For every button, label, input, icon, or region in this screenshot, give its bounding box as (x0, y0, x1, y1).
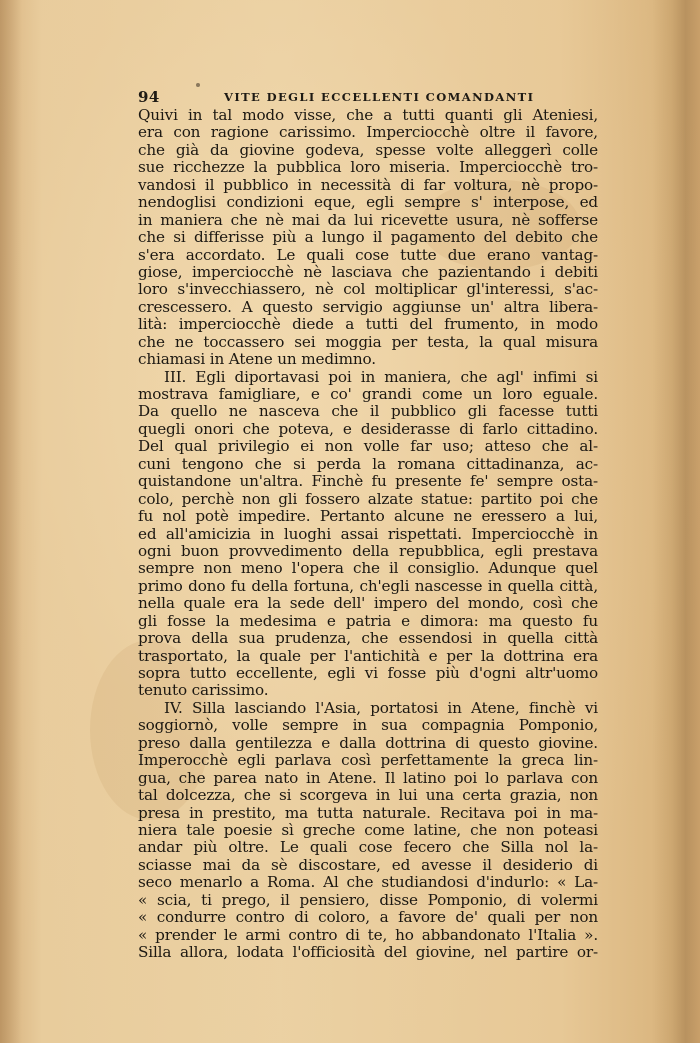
text-line: andar più oltre. Le quali cose fecero che Silla nol la- (138, 838, 598, 857)
text-line: soggiornò, volle sempre in sua compagnia Pomponio, (138, 716, 598, 735)
text-line: primo dono fu della fortuna, ch'egli nascesse in quella città, (138, 576, 598, 595)
text-line: cuni tengono che si perda la romana cittadinanza, ac- (138, 454, 598, 473)
text-line: gli fosse la medesima e patria e dimora: ma questo fu (138, 611, 598, 630)
text-line: che ne toccassero sei moggia per testa, la qual misura (138, 332, 598, 351)
text-line: crescessero. A questo servigio aggiunse un' altra libera- (138, 297, 598, 316)
text-line: ed all'amicizia in luoghi assai rispettati. Imperciocchè in (138, 524, 598, 543)
text-line: colo, perchè non gli fossero alzate statue: partito poi che (138, 489, 598, 508)
page-header (138, 88, 535, 108)
text-line: vandosi il pubblico in necessità di far voltura, nè propo- (138, 175, 598, 194)
text-line: quistandone un'altra. Finchè fu presente fe' sempre osta- (138, 472, 598, 491)
text-line: nendoglisi condizioni eque, egli sempre s' interpose, ed (138, 193, 598, 212)
text-line: nella quale era la sede dell' impero del mondo, così che (138, 594, 598, 613)
text-line: Imperocchè egli parlava così perfettamente la greca lin- (138, 751, 598, 770)
text-line: sempre non meno l'opera che il consiglio. Adunque quel (138, 559, 598, 578)
text-line: giose, imperciocchè nè lasciava che pazientando i debiti (138, 262, 598, 281)
text-line: « scia, ti prego, il pensiero, disse Pomponio, di volermi (138, 890, 598, 909)
text-line: che si differisse più a lungo il pagamento del debito che (138, 228, 598, 247)
text-line: Da quello ne nasceva che il pubblico gli facesse tutti (138, 402, 598, 421)
text-line-paragraph-start: III. Egli diportavasi poi in maniera, che agl' infimi si (164, 367, 598, 386)
text-line: sue ricchezze la pubblica loro miseria. Imperciocchè tro- (138, 158, 598, 177)
text-line: trasportato, la quale per l'antichità e per la dottrina era (138, 646, 598, 665)
text-line: che già da giovine godeva, spesse volte alleggerì colle (138, 140, 598, 159)
text-line: niera tale poesie sì greche come latine, che non poteasi (138, 820, 598, 839)
running-title: VITE DEGLI ECCELLENTI COMANDANTI (224, 90, 535, 104)
text-line: sopra tutto eccellente, egli vi fosse più d'ogni altr'uomo (138, 664, 598, 682)
body-text (138, 107, 598, 961)
text-line: « prender le armi contro di te, ho abbandonato l'Italia ». (138, 925, 598, 944)
text-line: gua, che parea nato in Atene. Il latino poi lo parlava con (138, 768, 598, 787)
text-line: presa in prestito, ma tutta naturale. Recitava poi in ma- (138, 803, 598, 822)
text-line: ogni buon provvedimento della repubblica, egli prestava (138, 541, 598, 560)
ink-dot (196, 83, 200, 87)
text-line: preso dalla gentilezza e dalla dottrina di questo giovine. (138, 733, 598, 752)
text-line: seco menarlo a Roma. Al che studiandosi d'indurlo: « La- (138, 873, 598, 892)
text-line: « condurre contro di coloro, a favore de' quali per non (138, 908, 598, 927)
text-line: chiamasi in Atene un medimno. (138, 350, 376, 369)
page-number: 94 (138, 88, 160, 106)
text-line-paragraph-start: IV. Silla lasciando l'Asia, portatosi in Atene, finchè vi (164, 698, 598, 717)
page-edge-shadow (0, 0, 22, 1043)
text-line: in maniera che nè mai da lui ricevette usura, nè sofferse (138, 210, 598, 229)
text-line: Quivi in tal modo visse, che a tutti quanti gli Ateniesi, (138, 106, 598, 124)
text-line: tenuto carissimo. (138, 681, 269, 700)
page-fold-shadow (652, 0, 700, 1043)
text-line: tal dolcezza, che si scorgeva in lui una certa grazia, non (138, 786, 598, 805)
text-line: Silla allora, lodata l'officiosità del giovine, nel partire or- (138, 943, 598, 961)
text-line: s'era accordato. Le quali cose tutte due erano vantag- (138, 245, 598, 264)
text-line: lità: imperciocchè diede a tutti del frumento, in modo (138, 315, 598, 334)
text-line: Del qual privilegio ei non volle far uso; atteso che al- (138, 437, 598, 456)
text-line: mostrava famigliare, e co' grandi come un loro eguale. (138, 385, 598, 403)
text-line: loro s'invecchiassero, nè col moltiplicar gl'interessi, s'ac- (138, 280, 598, 299)
text-line: quegli onori che poteva, e desiderasse di farlo cittadino. (138, 419, 598, 438)
text-line: era con ragione carissimo. Imperciocchè oltre il favore, (138, 123, 598, 142)
text-line: sciasse mai da sè discostare, ed avesse il desiderio di (138, 855, 598, 874)
text-line: prova della sua prudenza, che essendosi in quella città (138, 629, 598, 648)
text-line: fu nol potè impedire. Pertanto alcune ne eressero a lui, (138, 507, 598, 526)
